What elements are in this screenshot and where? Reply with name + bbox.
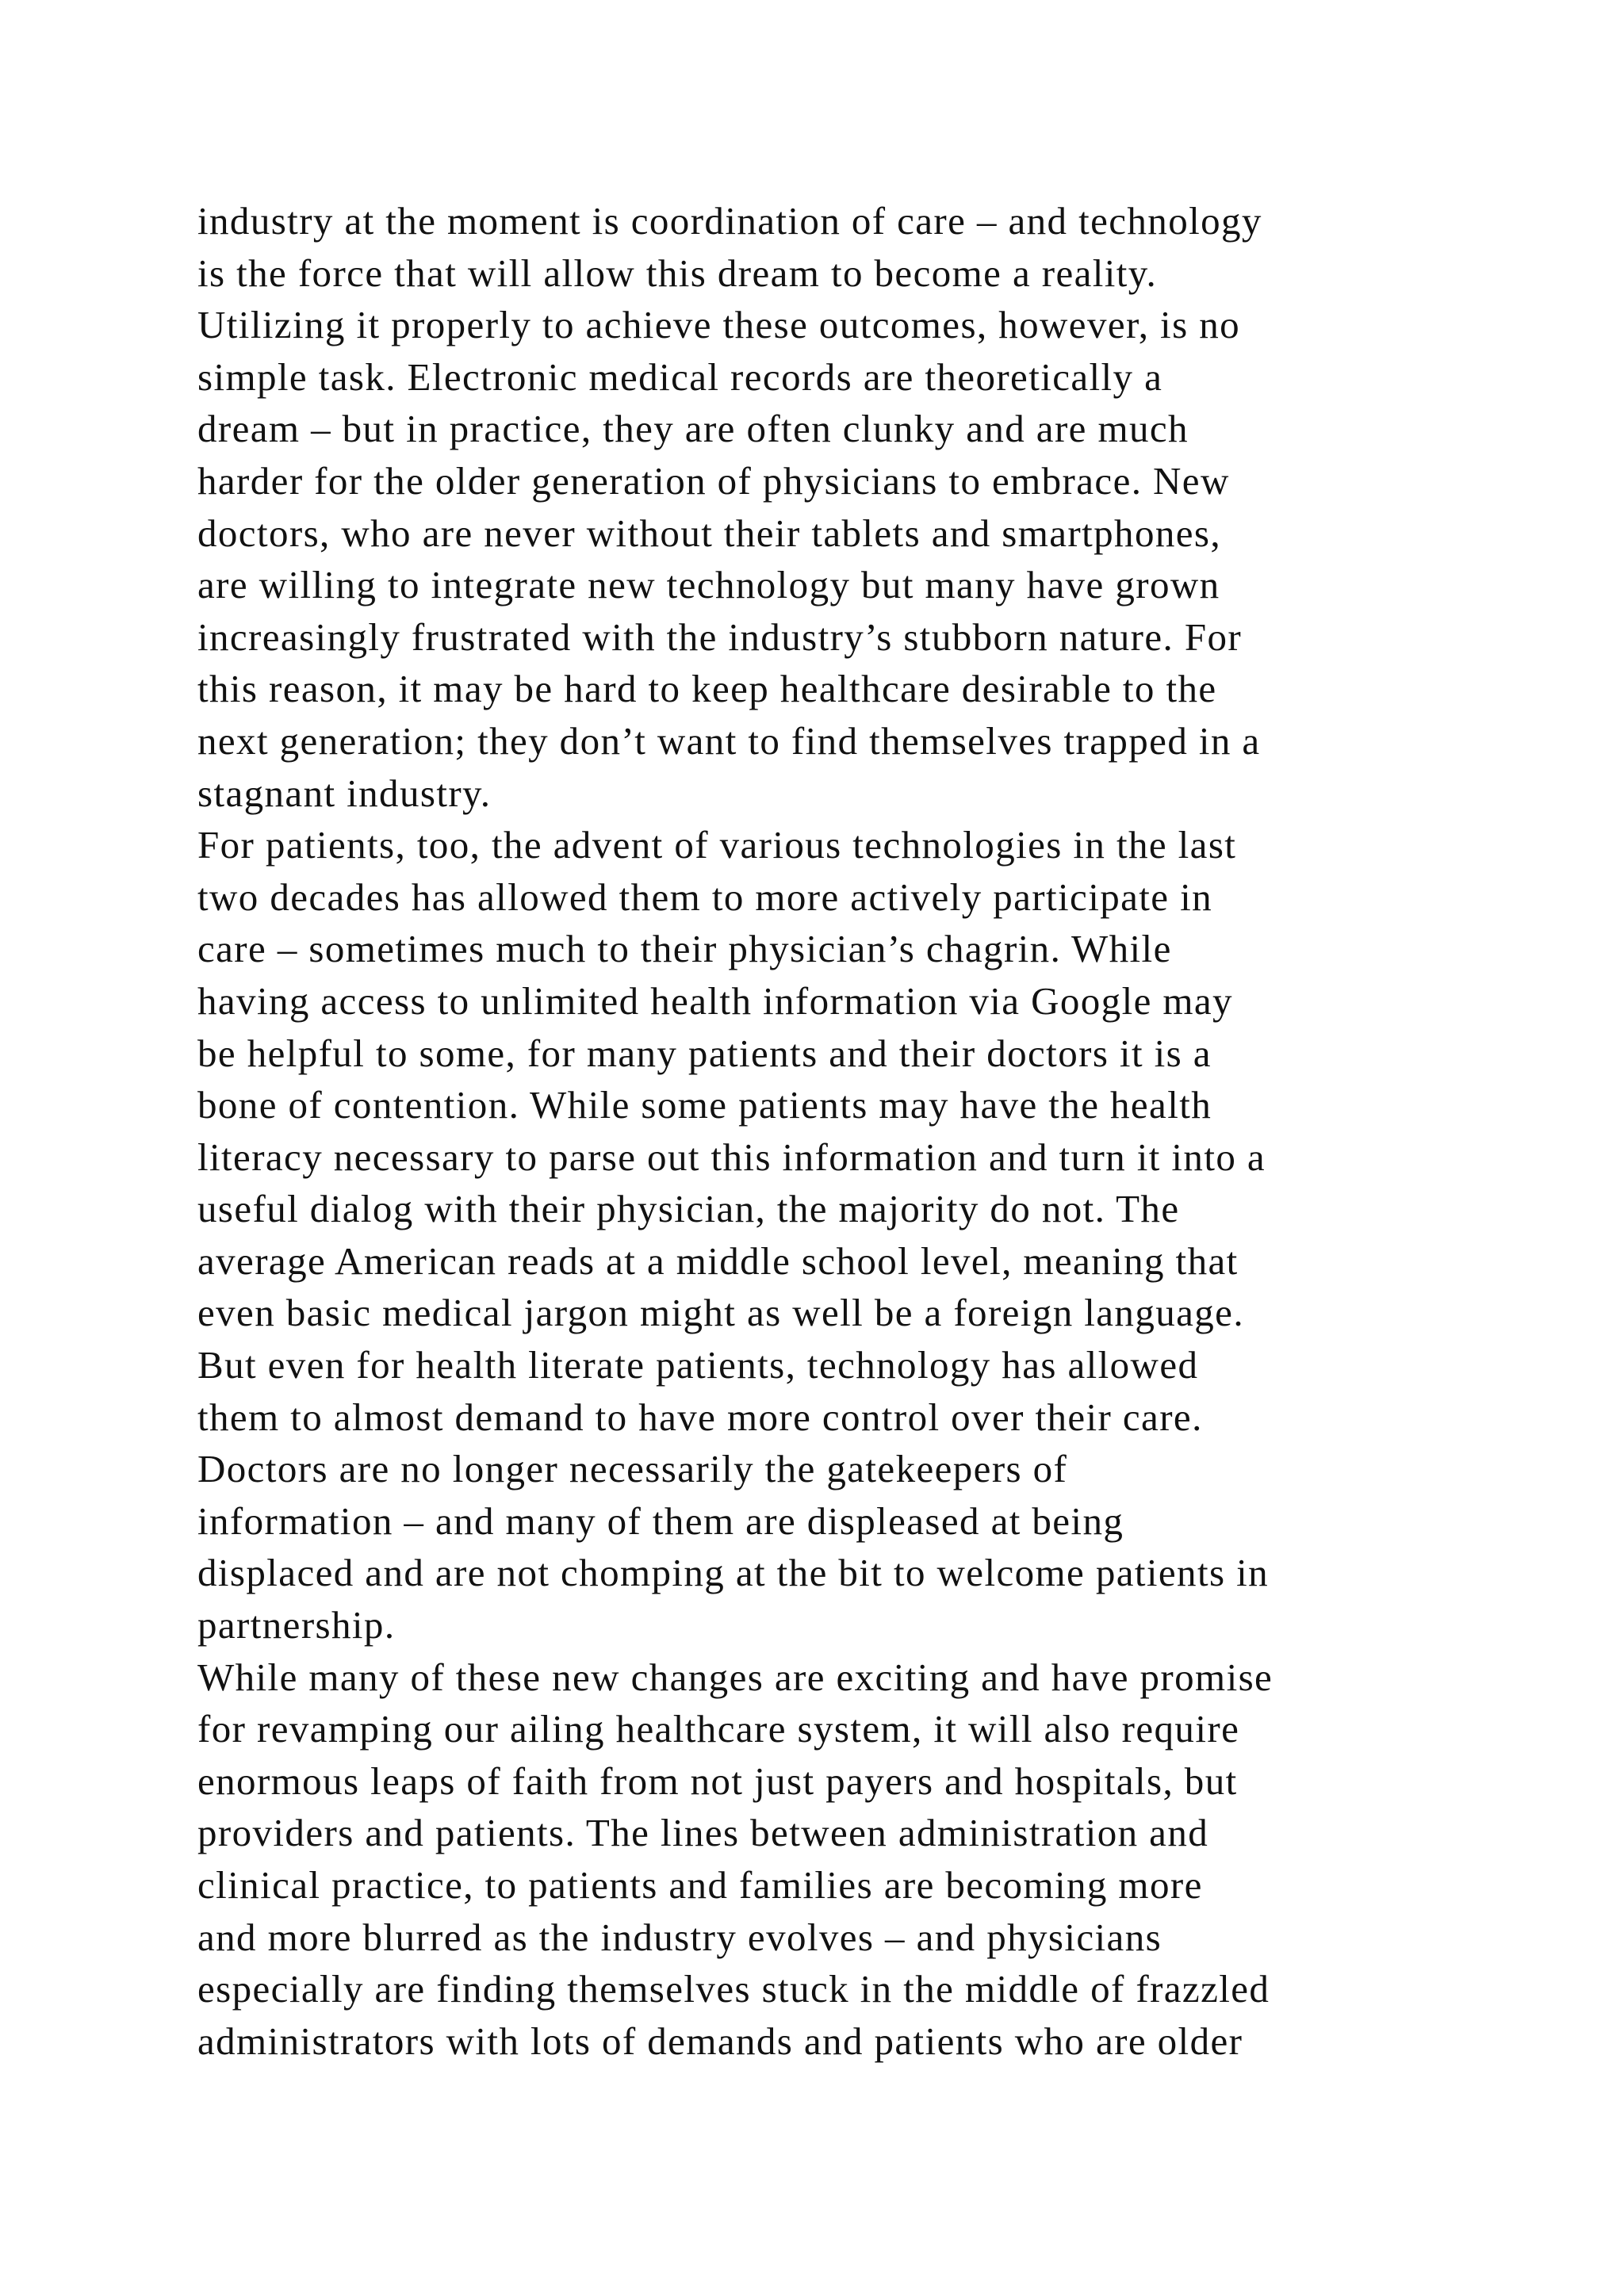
text-line: information – and many of them are displeased at being xyxy=(197,1498,1124,1543)
body-text xyxy=(197,195,1498,2067)
text-line: care – sometimes much to their physician’s chagrin. While xyxy=(197,927,1172,971)
text-line: average American reads at a middle school level, meaning that xyxy=(197,1238,1239,1283)
text-line: doctors, who are never without their tablets and smartphones, xyxy=(197,511,1222,555)
text-line: is the force that will allow this dream to become a reality. xyxy=(197,251,1158,295)
text-line: partnership. xyxy=(197,1603,396,1647)
text-line: clinical practice, to patients and families are becoming more xyxy=(197,1863,1203,1907)
text-line: stagnant industry. xyxy=(197,771,492,815)
text-line: displaced and are not chomping at the bit to welcome patients in xyxy=(197,1551,1269,1595)
text-line: Utilizing it properly to achieve these outcomes, however, is no xyxy=(197,303,1240,347)
text-line: providers and patients. The lines between administration and xyxy=(197,1811,1209,1855)
text-line: this reason, it may be hard to keep healthcare desirable to the xyxy=(197,667,1217,711)
text-line: two decades has allowed them to more actively participate in xyxy=(197,874,1212,919)
text-line: are willing to integrate new technology but many have grown xyxy=(197,563,1220,607)
text-line: literacy necessary to parse out this information and turn it into a xyxy=(197,1135,1266,1179)
text-line: While many of these new changes are exciting and have promise xyxy=(197,1655,1274,1699)
text-line: for revamping our ailing healthcare system, it will also require xyxy=(197,1707,1240,1751)
text-line: them to almost demand to have more control over their care. xyxy=(197,1395,1203,1439)
text-line: dream – but in practice, they are often clunky and are much xyxy=(197,407,1189,451)
text-line: and more blurred as the industry evolves – and physicians xyxy=(197,1915,1162,1959)
text-line: having access to unlimited health information via Google may xyxy=(197,978,1233,1023)
text-line: be helpful to some, for many patients and their doctors it is a xyxy=(197,1031,1212,1075)
text-line: For patients, too, the advent of various technologies in the last xyxy=(197,823,1237,867)
text-line: enormous leaps of faith from not just payers and hospitals, but xyxy=(197,1758,1238,1803)
text-line: even basic medical jargon might as well be a foreign language. xyxy=(197,1291,1244,1335)
text-line: harder for the older generation of physicians to embrace. New xyxy=(197,458,1230,503)
text-line: especially are finding themselves stuck in the middle of frazzled xyxy=(197,1967,1270,2011)
text-line: administrators with lots of demands and patients who are older xyxy=(197,2019,1243,2063)
text-line: bone of contention. While some patients may have the health xyxy=(197,1083,1212,1127)
text-line: useful dialog with their physician, the majority do not. The xyxy=(197,1187,1180,1231)
text-line: But even for health literate patients, technology has allowed xyxy=(197,1343,1199,1387)
text-line: simple task. Electronic medical records are theoretically a xyxy=(197,354,1163,399)
text-line: increasingly frustrated with the industry’s stubborn nature. For xyxy=(197,614,1243,659)
text-line: industry at the moment is coordination of care – and technology xyxy=(197,199,1262,243)
text-line: Doctors are no longer necessarily the gatekeepers of xyxy=(197,1447,1068,1491)
text-line: next generation; they don’t want to find themselves trapped in a xyxy=(197,718,1261,763)
